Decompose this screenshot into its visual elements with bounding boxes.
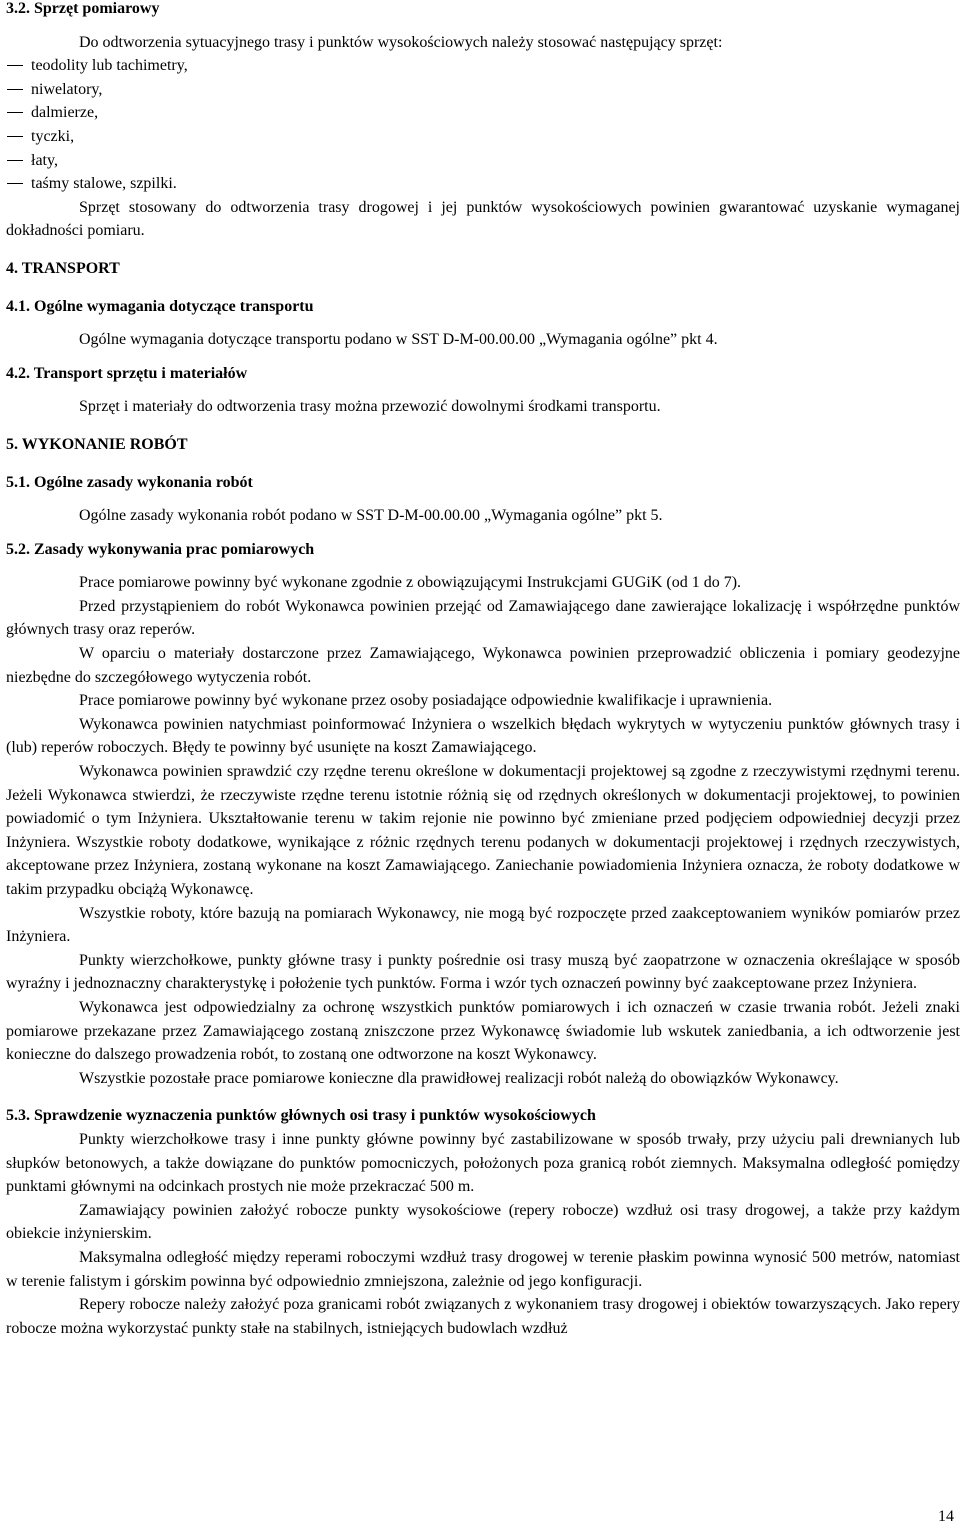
section-5-1-heading: 5.1. Ogólne zasady wykonania robót <box>6 473 253 491</box>
paragraph: Punkty wierzchołkowe, punkty główne trasy i punkty pośrednie osi trasy muszą być zaopatrzone w oznaczenia określające w sposób wyraźny i jednoznaczny charakterystykę i położenie tych punktów. Forma i wzór tych oznaczeń powinny być zaakceptowane przez Inżyniera. <box>6 951 960 993</box>
equipment-item: taśmy stalowe, szpilki. <box>6 172 960 196</box>
section-3-2-heading: 3.2. Sprzęt pomiarowy <box>6 0 160 17</box>
section-5-heading: 5. WYKONANIE ROBÓT <box>6 435 188 453</box>
page-number: 14 <box>938 1508 954 1526</box>
paragraph: Przed przystąpieniem do robót Wykonawca powinien przejąć od Zamawiającego dane zawierające lokalizację i współrzędne punktów głównych trasy oraz reperów. <box>6 597 960 639</box>
section-4-heading: 4. TRANSPORT <box>6 259 120 277</box>
paragraph: Wykonawca powinien sprawdzić czy rzędne terenu określone w dokumentacji projektowej są zgodne z rzeczywistymi rzędnymi terenu. Jeżeli Wykonawca stwierdzi, że rzeczywiste rzędne terenu istotnie różnią się od rzędnych określonych w dokumentacji projektowej, to powinien powiadomić o tym Inżyniera. Ukształtowanie terenu w takim rejonie nie powinno być zmieniane przed podjęciem odpowiedniej decyzji przez Inżyniera. Wszystkie roboty dodatkowe, wynikające z różnic rzędnych terenu podanych w dokumentacji projektowej i rzędnych rzeczywistych, akceptowane przez Inżyniera, zostaną wykonane na koszt Zamawiającego. Zaniechanie powiadomienia Inżyniera oznacza, że roboty dodatkowe w takim przypadku obciążą Wykonawcę. <box>6 763 960 898</box>
paragraph: Wykonawca powinien natychmiast poinformować Inżyniera o wszelkich błędach wykrytych w wytyczeniu punktów głównych trasy i (lub) reperów roboczych. Błędy te powinny być usunięte na koszt Zamawiającego. <box>6 715 960 757</box>
paragraph: Wykonawca jest odpowiedzialny za ochronę wszystkich punktów pomiarowych i ich oznaczeń w czasie trwania robót. Jeżeli znaki pomiarowe przekazane przez Zamawiającego zostaną zniszczone przez Wykonawcę świadomie lub wskutek zaniedbania, a ich odtworzenie jest konieczne do dalszego prowadzenia robót, to zostaną one odtworzone na koszt Wykonawcy. <box>6 998 960 1064</box>
equipment-item: dalmierze, <box>6 101 960 125</box>
section-5-2-heading: 5.2. Zasady wykonywania prac pomiarowych <box>6 540 315 558</box>
section-4-1-heading: 4.1. Ogólne wymagania dotyczące transportu <box>6 297 314 315</box>
paragraph: Wszystkie pozostałe prace pomiarowe konieczne dla prawidłowej realizacji robót należą do obowiązków Wykonawcy. <box>79 1069 839 1087</box>
equipment-item: łaty, <box>6 149 960 173</box>
section-4-2-text: Sprzęt i materiały do odtworzenia trasy można przewozić dowolnymi środkami transportu. <box>79 398 661 416</box>
paragraph: Wszystkie roboty, które bazują na pomiarach Wykonawcy, nie mogą być rozpoczęte przed zaakceptowaniem wyników pomiarów przez Inżyniera. <box>6 904 960 946</box>
paragraph: W oparciu o materiały dostarczone przez Zamawiającego, Wykonawca powinien przeprowadzić obliczenia i pomiary geodezyjne niezbędne do szczegółowego wytyczenia robót. <box>6 645 960 686</box>
equipment-note: Sprzęt stosowany do odtworzenia trasy drogowej i jej punktów wysokościowych powinien gwarantować uzyskanie wymaganej dokładności pomiaru. <box>6 198 960 240</box>
paragraph: Prace pomiarowe powinny być wykonane przez osoby posiadające odpowiednie kwalifikacje i uprawnienia. <box>79 692 773 710</box>
equipment-intro: Do odtworzenia sytuacyjnego trasy i punktów wysokościowych należy stosować następujący sprzęt: <box>79 33 723 51</box>
section-4-1-text: Ogólne wymagania dotyczące transportu podano w SST D-M-00.00.00 „Wymagania ogólne” pkt 4. <box>79 331 718 349</box>
paragraph: Prace pomiarowe powinny być wykonane zgodnie z obowiązującymi Instrukcjami GUGiK (od 1 do 7). <box>79 574 742 592</box>
section-5-3-heading: 5.3. Sprawdzenie wyznaczenia punktów głównych osi trasy i punktów wysokościowych <box>6 1107 596 1125</box>
paragraph: Punkty wierzchołkowe trasy i inne punkty główne powinny być zastabilizowane w sposób trwały, przy użyciu pali drewnianych lub słupków betonowych, a także dowiązane do punktów pomocniczych, położonych poza granicą robót ziemnych. Maksymalna odległość pomiędzy punktami głównymi na odcinkach prostych nie może przekraczać 500 m. <box>6 1130 960 1196</box>
equipment-item: tyczki, <box>6 125 960 149</box>
paragraph: Zamawiający powinien założyć robocze punkty wysokościowe (repery robocze) wzdłuż osi trasy drogowej, a także przy każdym obiekcie inżynierskim. <box>6 1201 960 1243</box>
section-5-1-text: Ogólne zasady wykonania robót podano w SST D-M-00.00.00 „Wymagania ogólne” pkt 5. <box>79 507 663 525</box>
equipment-item: niwelatory, <box>6 78 960 102</box>
section-4-2-heading: 4.2. Transport sprzętu i materiałów <box>6 364 248 382</box>
document-page <box>6 0 960 1340</box>
paragraph: Repery robocze należy założyć poza granicami robót związanych z wykonaniem trasy drogowej i obiektów towarzyszących. Jako repery robocze można wykorzystać punkty stałe na stabilnych, istniejących budowlach wzdłuż <box>6 1296 960 1337</box>
equipment-item: teodolity lub tachimetry, <box>6 54 960 78</box>
paragraph: Maksymalna odległość między reperami roboczymi wzdłuż trasy drogowej w terenie płaskim powinna wynosić 500 metrów, natomiast w terenie falistym i górskim powinna być odpowiednio zmniejszona, zależnie od jego konfiguracji. <box>6 1248 960 1290</box>
